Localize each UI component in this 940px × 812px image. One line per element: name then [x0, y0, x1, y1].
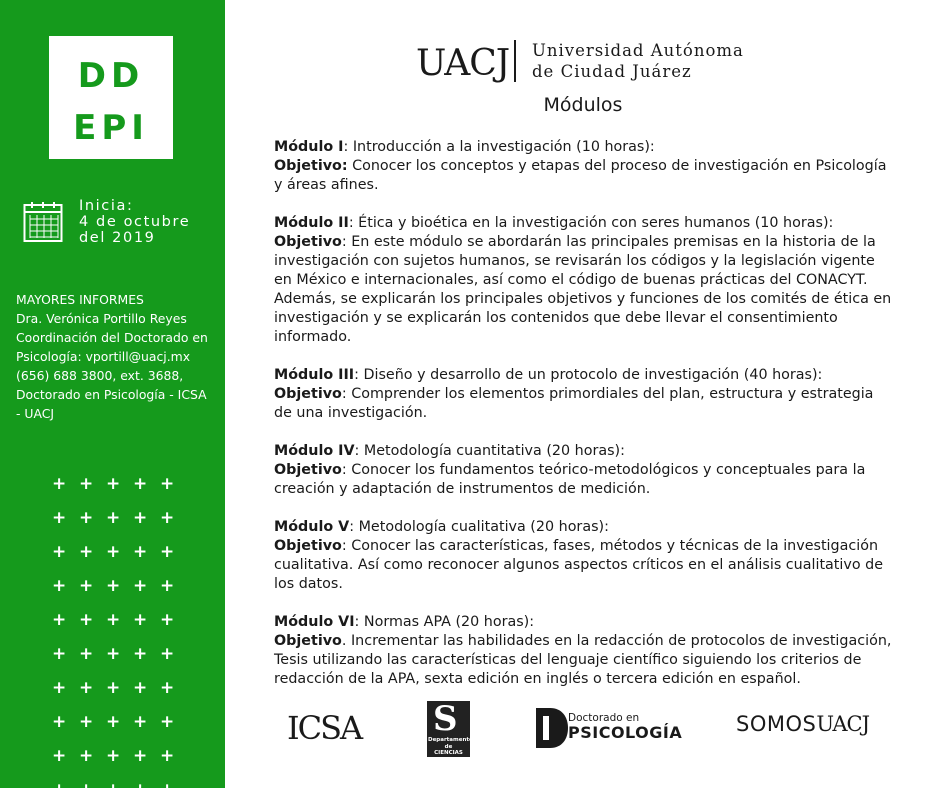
module-objective: [274, 157, 894, 195]
plus-icon: +: [52, 678, 67, 698]
logo-divider: [514, 40, 516, 82]
module-objective: [274, 537, 894, 594]
plus-icon: +: [160, 678, 175, 698]
plus-icon: +: [160, 508, 175, 528]
module-title: : Introducción a la investigación (10 horas):: [343, 139, 655, 155]
plus-icon: +: [133, 610, 148, 630]
module-item: [274, 214, 894, 347]
objective-label: Objetivo:: [274, 158, 348, 174]
university-name: [532, 40, 744, 82]
plus-icon: +: [79, 474, 94, 494]
plus-icon: +: [52, 474, 67, 494]
module-item: [274, 613, 894, 689]
sidebar: [0, 0, 225, 800]
start-day: 4 de octubre: [79, 214, 191, 230]
dcs-line1: Departamento de: [428, 737, 473, 750]
objective-label: Objetivo: [274, 386, 342, 402]
plus-icon: +: [106, 542, 121, 562]
dp-mark-icon: [536, 708, 568, 748]
contact-info: [16, 290, 216, 423]
contact-line: - UACJ: [16, 406, 55, 421]
plus-icon: +: [79, 508, 94, 528]
program-logo-line2: EPI: [73, 108, 149, 148]
objective-text: : Conocer las características, fases, métodos y técnicas de la investigación cualitativa. Así como reconocer algunos aspectos críticos en el análisis cualitativo de los datos.: [274, 538, 884, 592]
plus-icon: +: [52, 576, 67, 596]
module-heading: [274, 138, 894, 157]
objective-label: Objetivo: [274, 633, 342, 649]
contact-line: Dra. Verónica Portillo Reyes: [16, 311, 187, 326]
plus-icon: +: [79, 542, 94, 562]
somos-uacj-logo: [736, 712, 869, 736]
module-label: Módulo IV: [274, 443, 355, 459]
plus-icon: +: [133, 576, 148, 596]
module-label: Módulo I: [274, 139, 344, 155]
university-name-line2: de Ciudad Juárez: [532, 62, 692, 81]
plus-icon: +: [52, 712, 67, 732]
ciencias-sociales-text: [428, 737, 473, 763]
plus-icon: +: [106, 474, 121, 494]
module-title: : Metodología cualitativa (20 horas):: [349, 519, 609, 535]
plus-icon: +: [106, 610, 121, 630]
start-label: Inicia:: [79, 198, 134, 214]
program-logo-line1: DD: [77, 56, 145, 96]
plus-icon: +: [133, 542, 148, 562]
plus-icon: +: [106, 712, 121, 732]
university-name-line1: Universidad Autónoma: [532, 41, 744, 60]
plus-icon: +: [160, 576, 175, 596]
plus-icon: +: [106, 644, 121, 664]
objective-text: : Comprender los elementos primordiales del plan, estructura y estrategia de una investigación.: [274, 386, 874, 421]
plus-icon: +: [160, 610, 175, 630]
module-label: Módulo III: [274, 367, 355, 383]
module-title: : Ética y bioética en la investigación con seres humanos (10 horas):: [348, 215, 834, 231]
plus-icon: +: [160, 712, 175, 732]
objective-text: : Conocer los fundamentos teórico-metodológicos y conceptuales para la creación y adaptación de instrumentos de medición.: [274, 462, 866, 497]
start-year: del 2019: [79, 230, 156, 246]
module-heading: [274, 518, 894, 537]
plus-icon: +: [106, 576, 121, 596]
plus-pattern: [50, 472, 190, 812]
contact-line: MAYORES INFORMES: [16, 292, 144, 307]
module-heading: [274, 442, 894, 461]
module-item: [274, 442, 894, 499]
plus-icon: +: [133, 780, 148, 800]
plus-icon: +: [79, 644, 94, 664]
module-item: [274, 138, 894, 195]
plus-icon: +: [133, 474, 148, 494]
objective-text: : En este módulo se abordarán las principales premisas en la historia de la investigación con sujetos humanos, se revisarán los códigos y la legislación vigente en México e internacionales, así como el código de buenas prácticas del CONACYT. Además, se explicarán los principales objetivos y funciones de los comités de ética en investigación y se explicarán los contenidos que debe llevar el consentimiento informado.: [274, 234, 892, 345]
plus-icon: +: [133, 746, 148, 766]
icsa-logo: ICSA: [287, 709, 362, 747]
somos-text: SOMOS: [736, 712, 817, 736]
contact-line: Coordinación del Doctorado en: [16, 330, 208, 345]
module-item: [274, 366, 894, 423]
plus-icon: +: [52, 542, 67, 562]
objective-label: Objetivo: [274, 462, 342, 478]
plus-icon: +: [106, 678, 121, 698]
module-title: : Metodología cuantitativa (20 horas):: [354, 443, 625, 459]
module-objective: [274, 461, 894, 499]
plus-icon: +: [79, 576, 94, 596]
contact-line: Doctorado en Psicología - ICSA: [16, 387, 207, 402]
contact-phone-line: (656) 688 3800, ext. 3688,: [16, 368, 184, 383]
module-objective: [274, 632, 894, 689]
dcs-line2: CIENCIAS: [434, 750, 463, 756]
plus-icon: +: [52, 508, 67, 528]
plus-icon: +: [79, 678, 94, 698]
plus-icon: +: [160, 542, 175, 562]
modules-list: [274, 138, 894, 708]
plus-icon: +: [79, 746, 94, 766]
start-date: [79, 198, 190, 246]
plus-icon: +: [52, 644, 67, 664]
somos-uacj-text: UACJ: [816, 712, 870, 736]
module-heading: [274, 613, 894, 632]
plus-icon: +: [79, 780, 94, 800]
plus-icon: +: [52, 780, 67, 800]
calendar-icon: [23, 201, 63, 243]
module-item: [274, 518, 894, 594]
plus-icon: +: [52, 746, 67, 766]
dp-line2: PSICOLOGÍA: [568, 723, 683, 742]
module-label: Módulo II: [274, 215, 349, 231]
plus-icon: +: [133, 678, 148, 698]
objective-label: Objetivo: [274, 234, 342, 250]
footer-logos: [274, 696, 894, 763]
module-title: : Normas APA (20 horas):: [354, 614, 535, 630]
plus-icon: +: [79, 610, 94, 630]
objective-text: . Incrementar las habilidades en la redacción de protocolos de investigación, Tesis utilizando las características del lenguaje científico siguiendo los criterios de redacción de la APA, sexta edición en inglés o tercera edición en español.: [274, 633, 892, 687]
plus-icon: +: [52, 610, 67, 630]
plus-icon: +: [160, 644, 175, 664]
program-logo: [49, 36, 173, 159]
contact-email-line: Psicología: vportill@uacj.mx: [16, 349, 191, 364]
plus-icon: +: [133, 508, 148, 528]
plus-icon: +: [106, 780, 121, 800]
plus-icon: +: [160, 746, 175, 766]
page-title: Módulos: [543, 94, 623, 116]
objective-label: Objetivo: [274, 538, 342, 554]
plus-icon: +: [79, 712, 94, 732]
plus-icon: +: [133, 712, 148, 732]
ciencias-sociales-mark: S: [433, 699, 458, 739]
dcs-line3: SOCIALES: [433, 756, 464, 763]
plus-icon: +: [160, 474, 175, 494]
dp-line1: Doctorado en: [568, 712, 640, 724]
dp-text: [568, 712, 682, 742]
module-heading: [274, 214, 894, 233]
plus-icon: +: [106, 746, 121, 766]
ciencias-sociales-logo: [427, 699, 473, 763]
objective-text: Conocer los conceptos y etapas del proceso de investigación en Psicología y áreas afines.: [274, 158, 887, 193]
plus-icon: +: [106, 508, 121, 528]
module-title: : Diseño y desarrollo de un protocolo de investigación (40 horas):: [354, 367, 823, 383]
plus-icon: +: [133, 644, 148, 664]
uacj-mark: UACJ: [416, 43, 510, 84]
module-objective: [274, 385, 894, 423]
module-label: Módulo VI: [274, 614, 355, 630]
plus-icon: +: [160, 780, 175, 800]
module-objective: [274, 233, 894, 347]
module-label: Módulo V: [274, 519, 350, 535]
module-heading: [274, 366, 894, 385]
